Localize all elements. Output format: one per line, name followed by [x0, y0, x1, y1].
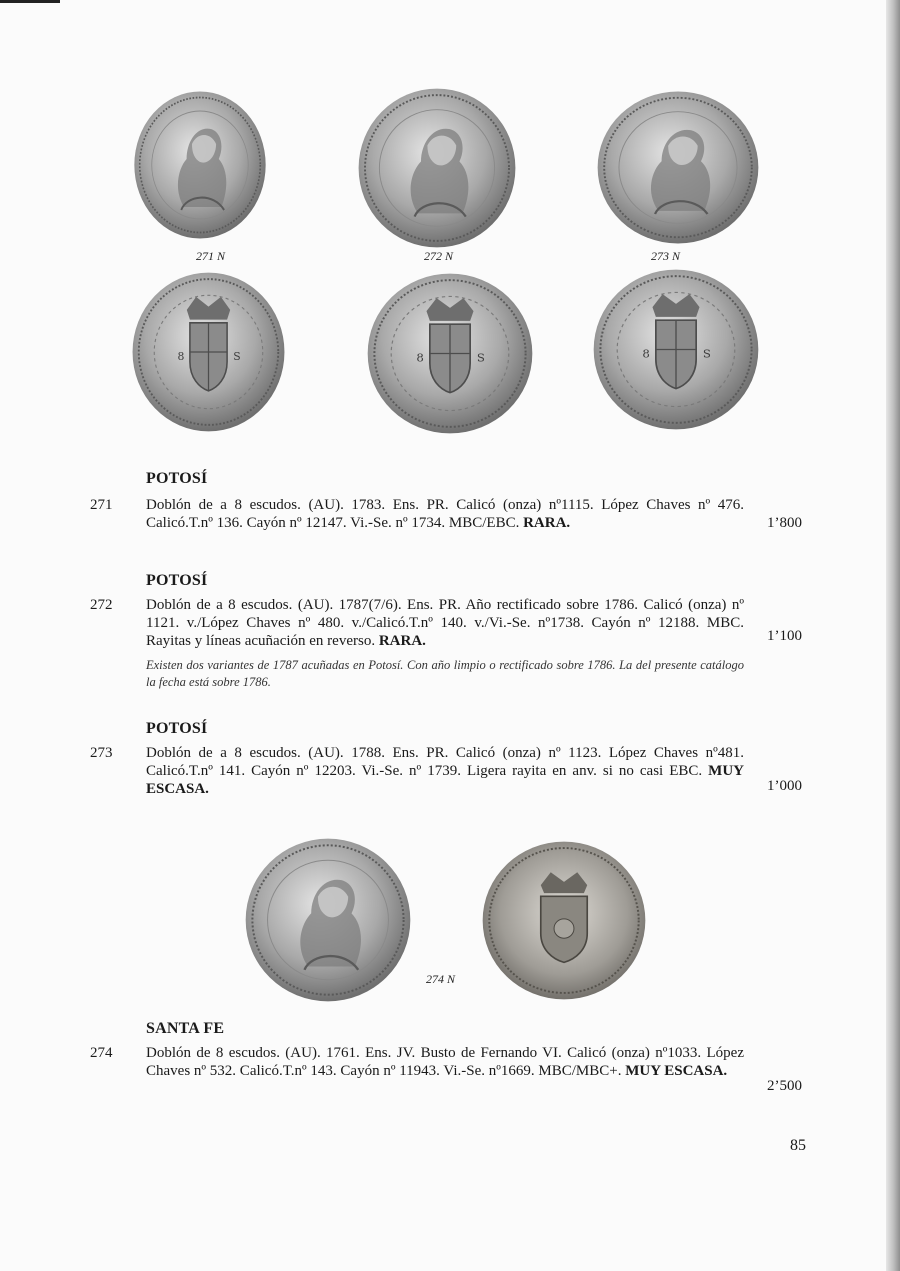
lot-description-text: Doblón de a 8 escudos. (AU). 1788. Ens. PR. Calicó (onza) nº 1123. López Chaves nº481. Calicó.T.nº 141. Cayón nº 12203. Vi.-Se. nº 1739. Ligera rayita en anv. si no casi EBC.	[146, 745, 744, 779]
coin-274-reverse	[481, 840, 647, 1001]
coin-caption: 273 N	[651, 249, 681, 263]
lot-rarity: MUY ESCASA.	[625, 1063, 728, 1079]
lot-price: 1’800	[767, 515, 802, 531]
lot-number: 271	[90, 497, 113, 513]
lot-price: 1’000	[767, 778, 802, 794]
lot-rarity: RARA.	[523, 515, 571, 531]
lot-rarity: RARA.	[378, 633, 426, 649]
coin-272-obverse	[357, 87, 517, 249]
page-edge-mark	[0, 0, 60, 3]
lot-description	[146, 744, 744, 798]
lot-region-heading: POTOSÍ	[146, 470, 208, 487]
coin-272-reverse	[366, 272, 534, 435]
lot-price: 2’500	[767, 1078, 802, 1094]
lot-description-text: Doblón de 8 escudos. (AU). 1761. Ens. JV. Busto de Fernando VI. Calicó (onza) nº1033. López Chaves nº 532. Calicó.T.nº 143. Cayón nº 11943. Vi.-Se. nº1669. MBC/MBC+.	[146, 1045, 744, 1079]
coin-271-reverse	[131, 271, 286, 433]
lot-number: 274	[90, 1045, 113, 1061]
coin-271-obverse	[133, 90, 267, 240]
lot-description-text: Doblón de a 8 escudos. (AU). 1787(7/6). Ens. PR. Año rectificado sobre 1786. Calicó (onza) nº 1121. v./López Chaves nº 480. v./Calicó.T.nº 140. v./Vi.-Se. nº1738. Cayón nº 12188. MBC. Rayitas y líneas acuñación en reverso.	[146, 597, 744, 649]
lot-price: 1’100	[767, 628, 802, 644]
coin-274-obverse	[244, 837, 412, 1003]
lot-description	[146, 1044, 744, 1080]
lot-region-heading: POTOSÍ	[146, 720, 208, 737]
lot-description	[146, 596, 744, 650]
lot-region-heading: SANTA FE	[146, 1020, 225, 1037]
lot-description-text: Doblón de a 8 escudos. (AU). 1783. Ens. PR. Calicó (onza) nº1115. López Chaves nº 476. Calicó.T.nº 136. Cayón nº 12147. Vi.-Se. nº 1734. MBC/EBC.	[146, 497, 744, 531]
page-binding-edge	[886, 0, 900, 1271]
lot-note: Existen dos variantes de 1787 acuñadas en Potosí. Con año limpio o rectificado sobre 1786. La del presente catálogo la fecha está sobre 1786.	[146, 658, 744, 689]
lot-rarity: MUY ESCASA.	[146, 763, 744, 797]
lot-region-heading: POTOSÍ	[146, 572, 208, 589]
coin-caption: 274 N	[426, 972, 456, 986]
lot-number: 273	[90, 745, 113, 761]
lot-number: 272	[90, 597, 113, 613]
coin-caption: 271 N	[196, 249, 226, 263]
coin-273-obverse	[596, 90, 760, 245]
coin-273-reverse	[592, 268, 760, 431]
page-number: 85	[790, 1137, 806, 1154]
coin-caption: 272 N	[424, 249, 454, 263]
lot-description	[146, 496, 744, 532]
